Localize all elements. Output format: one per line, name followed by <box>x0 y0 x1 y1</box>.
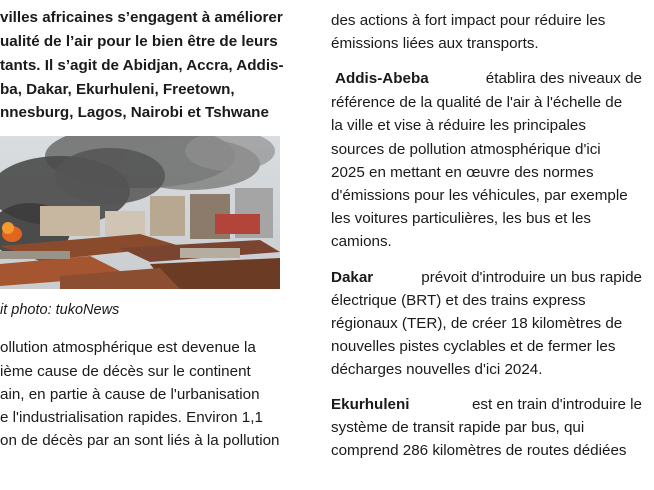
body-line-2: ième cause de décès sur le continent <box>0 363 251 380</box>
body-line-1: ollution atmosphérique est devenue la <box>0 339 256 356</box>
smoke-photo <box>0 136 280 289</box>
addis-line-5: 2025 en mettant en œuvre des normes <box>331 164 594 181</box>
dakar-line-5: décharges nouvelles d'ici 2024. <box>331 361 543 378</box>
dakar-line-4: nouvelles pistes cyclables et de fermer les <box>331 338 616 355</box>
body-line-5: on de décès par an sont liés à la pollution <box>0 432 280 449</box>
intro-line-4: ba, Dakar, Ekurhuleni, Freetown, <box>0 81 235 98</box>
addis-line-8: camions. <box>331 233 392 250</box>
ekurhuleni-line-3: comprend 286 kilomètres de routes dédiées <box>331 442 627 459</box>
ekurhuleni-line-1 <box>331 395 642 415</box>
addis-line-6: d'émissions pour les véhicules, par exemple <box>331 187 628 204</box>
intro-line-2: ualité de l’air pour le bien être de leurs <box>0 33 278 50</box>
intro-line-3: tants. Il s’agit de Abidjan, Accra, Addis- <box>0 57 284 74</box>
addis-line-1 <box>335 69 642 89</box>
photo-caption: it photo: tukoNews <box>0 302 120 318</box>
intro-line-1: villes africaines s’engagent à améliorer <box>0 9 283 26</box>
intro-line-5: nnesburg, Lagos, Nairobi et Tshwane <box>0 104 269 121</box>
dakar-line-1 <box>331 268 642 288</box>
ekurhuleni-first-rest: est en train d'introduire le <box>471 396 642 413</box>
addis-line-7: les voitures particulières, les bus et les <box>331 210 591 227</box>
addis-first-rest: établira des niveaux de <box>485 70 642 87</box>
transport-line-2: émissions liées aux transports. <box>331 35 539 52</box>
body-line-4: e l'industrialisation rapides. Environ 1,1 <box>0 409 263 426</box>
dakar-first-rest: prévoit d'introduire un bus rapide <box>421 269 642 286</box>
addis-line-3: la ville et vise à réduire les principales <box>331 117 586 134</box>
ekurhuleni-line-2: système de transit rapide par bus, qui <box>331 419 585 436</box>
dakar-line-3: régionaux (TER), de créer 18 kilomètres de <box>331 315 623 332</box>
addis-line-2: référence de la qualité de l'air à l'échelle de <box>331 94 623 111</box>
ekurhuleni-city: Ekurhuleni <box>331 396 410 413</box>
transport-line-1: des actions à fort impact pour réduire les <box>331 12 606 29</box>
dakar-city: Dakar <box>331 269 374 286</box>
body-line-3: ain, en partie à cause de l'urbanisation <box>0 386 260 403</box>
dakar-line-2: électrique (BRT) et des trains express <box>331 292 586 309</box>
addis-city: Addis-Abeba <box>335 70 429 87</box>
addis-line-4: sources de pollution atmosphérique d'ici <box>331 141 601 158</box>
